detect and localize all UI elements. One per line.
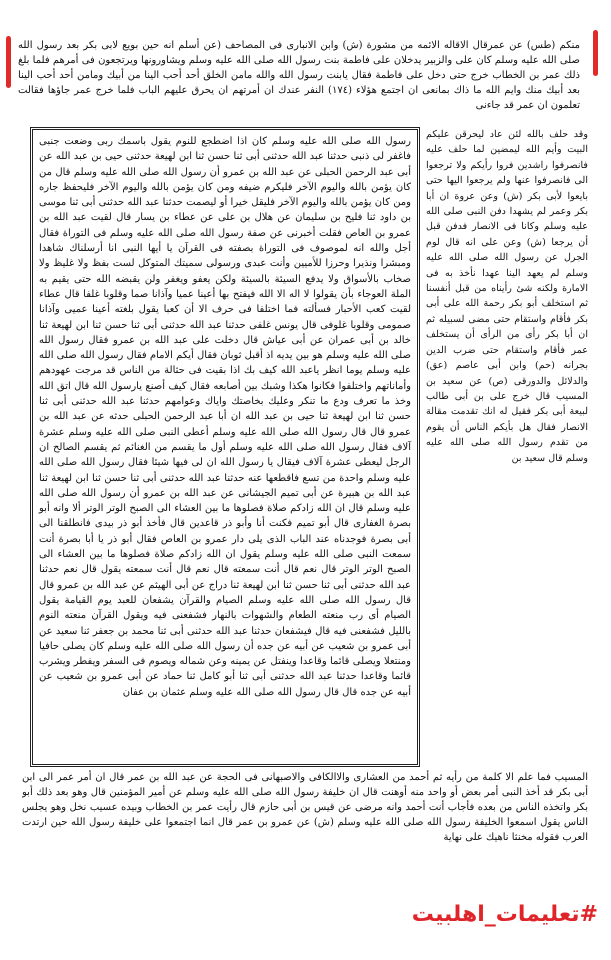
hashtag-watermark: #تعليمات_اهلبيت (411, 902, 598, 927)
header-notes-text: منكم (طس) عن عمرقال الاقاله الائمه من مشورة (ش) وابن الانبارى فى المصاحف (عن أسلم انه حين بويع لابى بكر بعد رسول الله صلى الله عليه وسلم كان على والزبير يدخلان على فاطمة بنت رسول الله صلى الله عليه وسلم ويشاورونها ويرتجعون فى أمرهم فلما بلغ ذلك عمر بن الخطاب خرج حتى دخل على فاطمة فقال يابنت رسول الله والله مامن الخلق أحد أحب الينا من أبيك ومامن أحد أحب الينا بعد أبيك منك وايم الله ما ذاك بمانعى ان اجتمع هؤلاء (١٧٤) النفر عندك ان أمرتهم ان يحرق عليهم الباب فلما خرج عمر جاؤها فقالت تعلمون ان عمر قد جاءنى (18, 40, 580, 111)
red-margin-mark-right (593, 30, 598, 76)
footer-notes (22, 770, 588, 880)
side-column-text: وقد حلف بالله لئن عاد ليحرقن عليكم البيت وأيم الله ليمضين لما حلف عليه فانصرفوا راشدين فروا رأيكم ولا ترجعوا الى فانصرفوا عنها ولم يرجعوا اليها حتى بايعوا لأبى بكر (ش) وعن عروة ان أبا بكر وعمر لم يشهدا دفن النبى صلى الله عليه وسلم وكانا فى الانصار فدفن قبل أن يرجعا (ش) وعن على انه قال لوم الجرل عن رسول الله صلى الله عليه وسلم لم يعهد الينا عهدا نأخذ به فى الامارة ولكنه شئ رأيناه من قبل أنفسنا ثم استخلف أبو بكر رحمة الله على أبى بكر فأقام واستقام حتى مضى لسبيله ثم ان أبا بكر رأى من الرأى أن يستخلف عمر فأقام واستقام حتى ضرب الدين بجرانه (حم) وابن أبى عاصم (عق) والدلائل والدورقى (ص) عن سعيد بن المسيب قال خرج على بن أبى طالب لبيعة أبى بكر فقيل له انك تقدمت مقالة الانصار فقال هل بأيكم الناس أن يقوم من تقدم رسول الله صلى الله عليه وسلم قال سعيد بن (426, 129, 588, 464)
red-margin-mark-left (6, 36, 11, 88)
footer-notes-text: المسيب فما علم الا كلمة من رأيه ثم أحمد من العشارى والاالكافى والاصبهانى فى الحجة عن عبد الله بن عمر قال ان أمر عمر الى ابن أبى بكر قد أخذ النبى أمر بعض أو واحد منه أوهنت قال ان خليفة رسول الله صلى الله عليه وسلم عن أمير المؤمنين قال وهو بعد ذلك أبو بكر واتخذه الناس من بعده فأجاب أنت أحمد وانه مرضى عن قيس بن أبى حازم قال رأيت عمر بن الخطاب وبيده عسيب نخل وهو يجلس الناس يقول اسمعوا الخليفة رسول الله صلى الله عليه وسلم (ش) عن عمرو بن عمر قال انما اجتمعوا على خليفة رسول الله حين ارتدت العرب فقوله مخنثا ناهيك على نهاية (22, 772, 588, 843)
main-text-frame (30, 127, 420, 767)
header-notes (18, 38, 580, 126)
main-text: رسول الله صلى الله عليه وسلم كان اذا اضطجع للنوم يقول باسمك ربى وضعت جنبى فاغفر لى ذنبى حدثنا عبد الله حدثنى أبى ثنا حسن ثنا ابن لهيعة حدثنى حيى بن عبد الله عن أبى عبد الرحمن الحبلى عن عبد الله بن عمرو أن رسول الله صلى الله عليه وسلم قال من كان يؤمن بالله واليوم الآخر فليكرم ضيفه ومن كان يؤمن بالله واليوم الآخر فليحفظ جاره ومن كان يؤمن بالله واليوم الآخر فليقل خيرا أو ليصمت حدثنا عبد الله حدثنى أبى ثنا موسى بن داود ثنا فليح بن سليمان عن هلال بن على عن عطاء بن يسار قال لقيت عبد الله بن عمرو بن العاص فقلت أخبرنى عن صفة رسول الله صلى الله عليه وسلم فى التوراة فقال أجل والله انه لموصوف فى التوراة بصفته فى القرآن يا أيها النبى انا أرسلناك شاهدا ومبشرا ونذيرا وحرزا للأميين وأنت عبدى ورسولى سميتك المتوكل لست بفظ ولا غليظ ولا صخاب بالأسواق ولا يدفع السيئة بالسيئة ولكن يعفو ويغفر ولن يقبضه الله حتى يقيم به الملة العوجاء بأن يقولوا لا اله الا الله فيفتح بها أعينا عميا وآذانا صما وقلوبا غلفا قال عطاء لقيت كعب الأحبار فسألته فما اختلفا فى حرف الا أن كعبا يقول بلغته أعينا عميى وآذانا صمومى وقلوبا غلوفى قال يونس غلفى حدثنا عبد الله حدثنى أبى ثنا حسن ثنا ابن لهيعة ثنا خالد بن أبى عمران عن أبى عياش قال دخلت على عبد الله بن عمرو فقال رسول الله صلى الله عليه وسلم هو بين يديه اذ أقبل ثوبان فقال أيكم الامام فقال رسول الله صلى الله عليه وسلم يوما انظر ياعبد الله كيف بك اذا بقيت فى حثالة من الناس قد مرجت عهودهم وأماناتهم واختلفوا فكانوا هكذا وشبك بين أصابعه فقال كيف أصنع يارسول الله قال اتق الله وخذ ما تعرف ودع ما تنكر وعليك بخاصتك واياك وعوامهم حدثنا عبد الله حدثنى أبى ثنا حسن ثنا ابن لهيعة ثنا حيى بن عبد الله ان أبا عبد الرحمن الحبلى حدثه عن عبد الله بن عمرو قال قال رسول الله صلى الله عليه وسلم أعطى النبى صلى الله عليه وسلم عشرة آلاف فقال رسول الله صلى الله عليه وسلم أول ما يقسم من الغنائم ثم يقسم الصالح ان الرجل ليعطى عشرة آلاف فيقال يا رسول الله ان لى فيها شيئا فقال رسول الله صلى الله عليه وسلم واحدة من تسع فاقطعها عنه حدثنا عبد الله حدثنى أبى ثنا حسن ثنا ابن لهيعة ثنا عبد الله بن هبيرة عن أبى تميم الجيشانى عن عبد الله بن عمرو أن رسول الله صلى الله عليه وسلم قال ان الله زادكم صلاة فصلوها ما بين العشاء الى الصبح الوتر الوتر ألا وانه أبو بصرة الغفارى قال أبو تميم فكنت أنا وأبو ذر قاعدين قال فأخذ أبو ذر بيدى فانطلقنا الى أبى بصرة فوجدناه عند الباب الذى يلى دار عمرو بن العاص فقال أبو ذر يا أبا بصرة أنت سمعت النبى صلى الله عليه وسلم يقول ان الله زادكم صلاة فصلوها ما بين العشاء الى الصبح الوتر الوتر قال نعم قال أنت سمعته قال نعم قال أنت سمعته يقول قال نعم حدثنا عبد الله حدثنى أبى ثنا حسن ثنا ابن لهيعة ثنا دراج عن أبى الهيثم عن عبد الله بن عمرو قال قال رسول الله صلى الله عليه وسلم الصيام والقرآن يشفعان للعبد يوم القيامة يقول الصيام أى رب منعته الطعام والشهوات بالنهار فشفعنى فيه ويقول القرآن منعته النوم بالليل فشفعنى فيه قال فيشفعان حدثنا عبد الله حدثنى أبى ثنا محمد بن جعفر ثنا سعيد عن أبى عمرو بن شعيب عن أبيه عن جده أن رسول الله صلى الله عليه وسلم كان يصلى حافيا ومنتعلا ويصلى قائما وقاعدا وينفتل عن يمينه وعن شماله ويصوم فى السفر ويفطر ويشرب قائما وقاعدا حدثنا عبد الله حدثنى أبى ثنا أبو كامل ثنا حماد عن أبى عمرو بن شعيب عن أبيه عن جده قال قال رسول الله صلى الله عليه وسلم عثمان بن عفان (39, 136, 411, 698)
side-commentary-column (426, 127, 588, 767)
